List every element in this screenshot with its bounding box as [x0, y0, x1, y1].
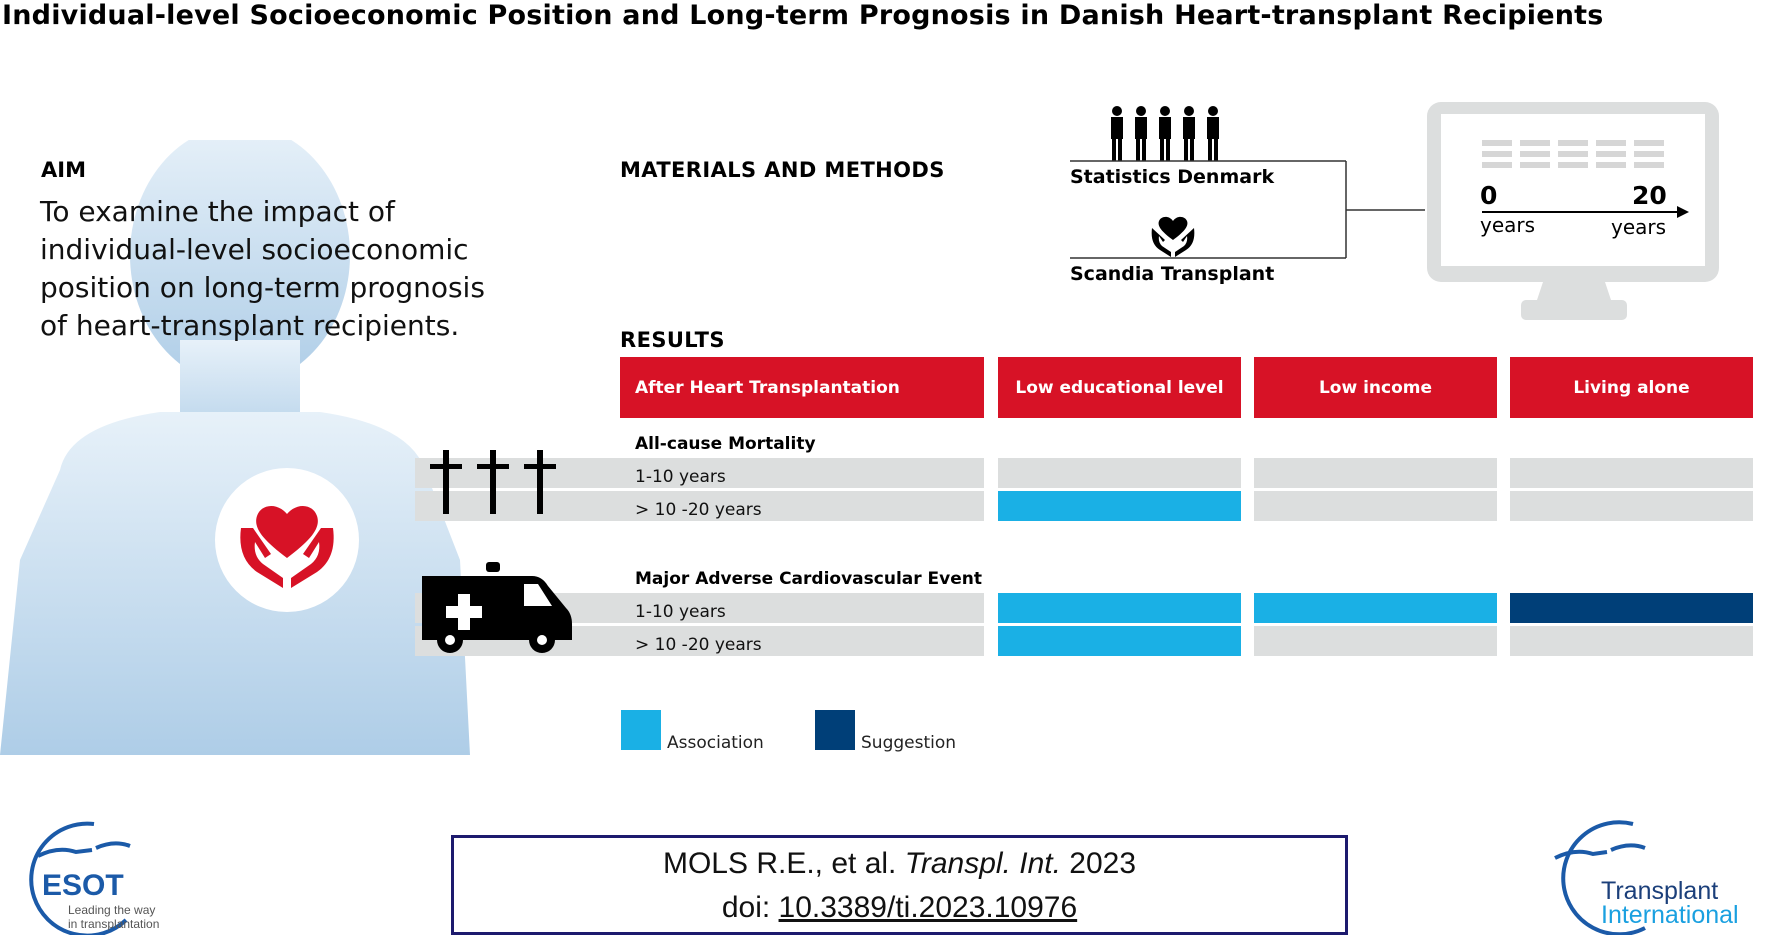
esot-logo [14, 820, 184, 935]
source-scandia-transplant: Scandia Transplant [1070, 263, 1275, 285]
crosses-icon [428, 448, 563, 516]
cell-mortality-10-20-education [998, 491, 1241, 521]
cell-mortality-1-10-education [998, 458, 1241, 488]
cell-mace-10-20-education [998, 626, 1241, 656]
column-header-education: Low educational level [998, 357, 1241, 418]
legend-association-swatch [621, 710, 661, 750]
citation-journal: Transpl. Int. [904, 847, 1061, 880]
row-label: 1-10 years [635, 602, 726, 622]
population-icon [1105, 104, 1235, 164]
doi-prefix: doi: [721, 891, 771, 924]
column-header-income: Low income [1254, 357, 1497, 418]
timeline-start-unit: years [1480, 213, 1536, 237]
cell-mace-1-10-education [998, 593, 1241, 623]
cell-mortality-1-10-income [1254, 458, 1497, 488]
data-linkage-connector [1070, 160, 1430, 270]
row-label: > 10 -20 years [635, 635, 762, 655]
esot-name: ESOT [42, 869, 124, 902]
section-label-mortality: All-cause Mortality [635, 434, 816, 454]
computer-monitor-icon [1425, 100, 1725, 325]
esot-tagline: in transplantation [68, 917, 160, 931]
doi-link[interactable]: 10.3389/ti.2023.10976 [778, 891, 1078, 924]
timeline-end: 20 [1632, 181, 1667, 210]
source-statistics-denmark: Statistics Denmark [1070, 166, 1275, 188]
column-header-living-alone: Living alone [1510, 357, 1753, 418]
ti-logo-line2: International [1601, 901, 1739, 929]
section-label-mace: Major Adverse Cardiovascular Event [635, 569, 982, 589]
doi-line [454, 884, 1345, 932]
cell-mace-10-20-living-alone [1510, 626, 1753, 656]
timeline-end-unit: years [1611, 215, 1667, 239]
aim-heading: AIM [41, 158, 86, 182]
ambulance-icon [420, 562, 575, 654]
materials-methods-heading: MATERIALS AND METHODS [620, 158, 945, 182]
aim-text: To examine the impact of individual-level socioeconomic position on long-term prognosis of heart-transplant recipients. [40, 195, 485, 342]
ti-logo-line1: Transplant [1601, 877, 1719, 905]
timeline-start: 0 [1480, 181, 1498, 210]
citation-authors: MOLS R.E., et al. [662, 847, 897, 880]
cell-mace-10-20-income [1254, 626, 1497, 656]
citation-year: 2023 [1069, 847, 1137, 880]
legend-association-label: Association [667, 733, 764, 753]
results-row-header: After Heart Transplantation [620, 357, 984, 418]
results-heading: RESULTS [620, 328, 725, 352]
cell-mortality-1-10-living-alone [1510, 458, 1753, 488]
citation-line [454, 844, 1345, 884]
cell-mortality-10-20-living-alone [1510, 491, 1753, 521]
page-title: Individual-level Socioeconomic Position and Long-term Prognosis in Danish Heart-transplant Recipients [2, 0, 1604, 31]
heart-in-hands-icon [213, 466, 361, 614]
cell-mace-1-10-living-alone [1510, 593, 1753, 623]
citation-box [451, 835, 1348, 935]
legend-suggestion-swatch [815, 710, 855, 750]
row-label: 1-10 years [635, 467, 726, 487]
cell-mace-1-10-income [1254, 593, 1497, 623]
transplant-international-logo [1545, 820, 1765, 935]
esot-tagline: Leading the way [68, 903, 156, 917]
row-label: > 10 -20 years [635, 500, 762, 520]
legend-suggestion-label: Suggestion [861, 733, 957, 753]
cell-mortality-10-20-income [1254, 491, 1497, 521]
